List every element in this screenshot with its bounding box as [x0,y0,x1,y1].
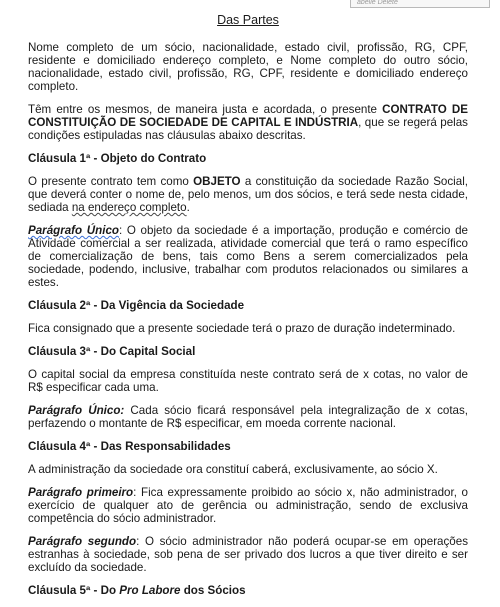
paragraph-label: Parágrafo segundo [28,535,137,548]
paragraph-label: Parágrafo Único: [28,404,125,417]
spelling-flag: na endereço completo [71,201,187,214]
clause-3-heading: Cláusula 3ª - Do Capital Social [28,345,196,358]
document-title: Das Partes [217,13,279,27]
clause-3-paragraph: O capital social da empresa constituída neste contrato será de x cotas, no valor de R$ especificar cada uma. [28,368,468,394]
clause-5-heading: Cláusula 5ª - Do Pro Labore dos Sócios [28,584,246,597]
document-page [28,12,468,607]
clause-1-paragraph: O presente contrato tem como OBJETO a constituição da sociedade Razão Social, que deverá conter o nome de, pelo menos, um dos sócios, e terá sede nesta cidade, sediada na endereço completo. [28,175,468,214]
intro-paragraph: Têm entre os mesmos, de maneira justa e acordada, o presente CONTRATO DE CONSTITUIÇÃO DE SOCIEDADE DE CAPITAL E INDÚSTRIA, que se regerá pelas condições estipuladas nas cláusulas abaixo descritas. [28,103,468,142]
clause-3-paragraph-unico: Parágrafo Único: Cada sócio ficará responsável pela integralização de x cotas, perfazendo o montante de R$ especificar, em moeda corrente nacional. [28,404,469,430]
toolbar-hint: abelle Delete [350,0,490,8]
clause-2-heading: Cláusula 2ª - Da Vigência da Sociedade [28,299,245,312]
clause-4-paragraph: A administração da sociedade ora constituí caberá, exclusivamente, ao sócio X. [28,463,438,476]
clause-1-paragraph-unico: Parágrafo Único: O objeto da sociedade é a importação, produção e comércio de Atividade comercial a ser realizada, atividade comercial que terá o ramo específico de comercialização de bens, tais como Bens a serem comercializados pela sociedade, podendo, inclusive, trabalhar com produtos relacionados ou similares a estes. [28,224,468,289]
clause-4-heading: Cláusula 4ª - Das Responsabilidades [28,440,231,453]
clause-1-heading: Cláusula 1ª - Objeto do Contrato [28,152,207,165]
parties-paragraph: Nome completo de um sócio, nacionalidade, estado civil, profissão, RG, CPF, residente e domiciliado endereço completo, e Nome completo do outro sócio, nacionalidade, estado civil, profissão, RG, CPF, residente e domiciliado endereço completo. [28,41,468,93]
paragraph-label: Parágrafo primeiro [28,486,134,499]
clause-4-paragraph-segundo: Parágrafo segundo: O sócio administrador não poderá ocupar-se em operações estranhas à sociedade, sob pena de ser privado dos lucros a que tiver direito e ser excluído da sociedade. [28,535,468,574]
paragraph-label: Parágrafo Único [28,224,119,237]
clause-4-paragraph-primeiro: Parágrafo primeiro: Fica expressamente proibido ao sócio x, não administrador, o exercício de qualquer ato de gerência ou administração, sendo de exclusiva competência do sócio administrador. [28,486,469,525]
clause-2-paragraph: Fica consignado que a presente sociedade terá o prazo de duração indeterminado. [28,322,456,335]
